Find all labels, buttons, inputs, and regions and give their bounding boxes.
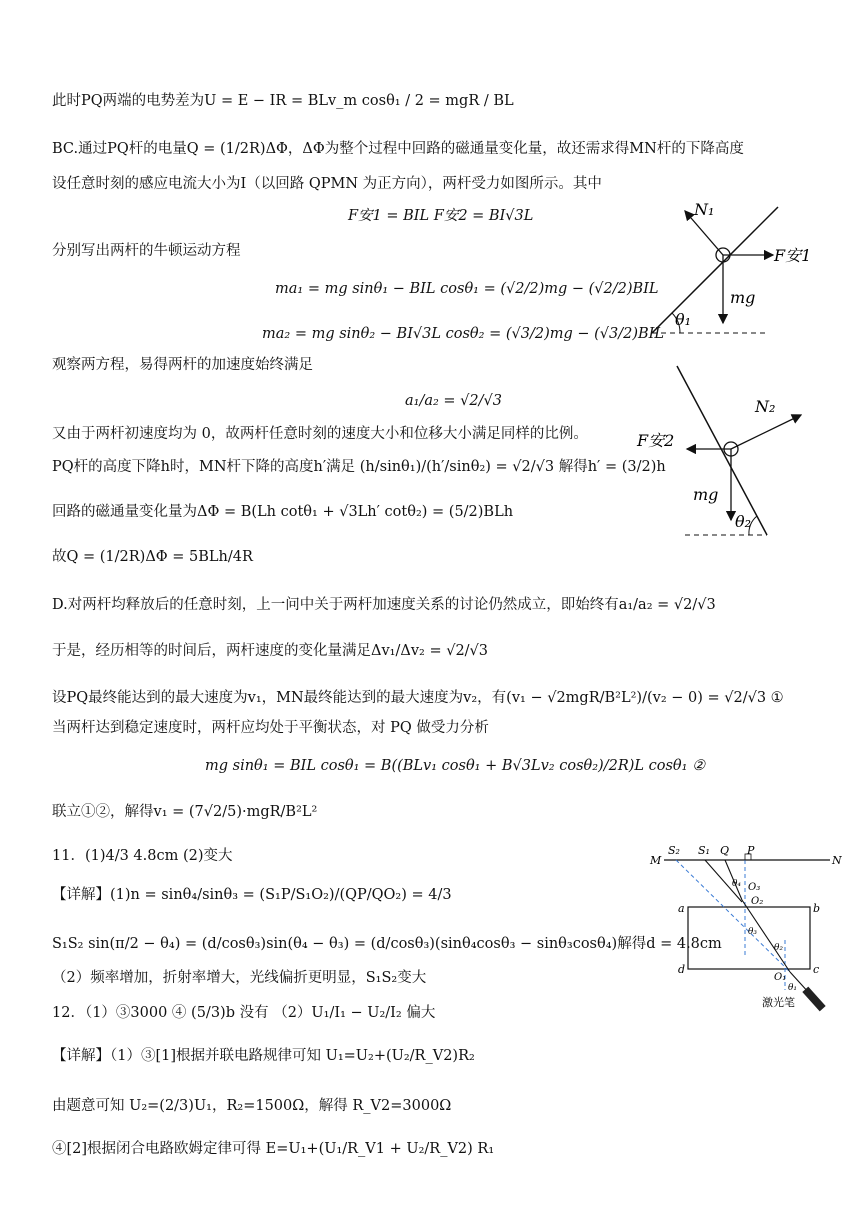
- laser-pointer: [802, 987, 825, 1012]
- theta2-label: θ₂: [735, 512, 752, 531]
- text-line-16: 设PQ最终能达到的最大速度为v₁，MN最终能达到的最大速度为v₂，有(v₁ − √2mgR/B²L²)/(v₂ − 0) = √2/√3 ①: [52, 690, 784, 706]
- incline-line: [652, 207, 778, 333]
- theta1-label: θ₁: [675, 310, 692, 329]
- text-line-17: 当两杆达到稳定速度时，两杆应均处于平衡状态，对 PQ 做受力分析: [52, 720, 489, 736]
- optics-diagram: [650, 840, 850, 1015]
- force-diagram-mn: [625, 360, 825, 540]
- text-line-2: BC.通过PQ杆的电量Q = (1/2R)ΔΦ，ΔΦ为整个过程中回路的磁通量变化量，故还需求得MN杆的下降高度: [52, 141, 744, 157]
- label-laser: 激光笔: [762, 996, 795, 1009]
- equation-ampere-forces: F安1 = BIL F安2 = BI√3L: [348, 208, 534, 224]
- text-line-15: 于是，经历相等的时间后，两杆速度的变化量满足Δv₁/Δv₂ = √2/√3: [52, 643, 489, 659]
- light-ray-s2: [676, 860, 790, 972]
- text-line-13: 故Q = (1/2R)ΔΦ = 5BLh/4R: [52, 549, 253, 565]
- text-line-11: PQ杆的高度下降h时，MN杆下降的高度h′满足 (h/sinθ₁)/(h′/sinθ₂) = √2/√3 解得h′ = (3/2)h: [52, 459, 666, 475]
- equation-accel-ratio: a₁/a₂ = √2/√3: [405, 393, 502, 409]
- incline-line-2: [677, 366, 767, 535]
- text-line-24: 12．（1）③3000 ④ (5/3)b 没有 （2）U₁/I₁ − U₂/I₂ 偏大: [52, 1005, 436, 1021]
- label-theta3: θ₃: [748, 927, 758, 937]
- label-o3: O₃: [748, 882, 761, 893]
- equation-equilibrium: mg sinθ₁ = BIL cosθ₁ = B((BLv₁ cosθ₁ + B√3Lv₂ cosθ₂)/2R)L cosθ₁ ②: [205, 758, 706, 774]
- label-o2: O₂: [751, 896, 764, 907]
- text-line-3: 设任意时刻的感应电流大小为I（以回路 QPMN 为正方向），两杆受力如图所示。其中: [52, 176, 602, 192]
- label-c: c: [813, 963, 820, 976]
- f-ampere-1-label: F安1: [774, 246, 812, 265]
- label-p: P: [747, 844, 755, 857]
- label-d: d: [678, 963, 686, 976]
- label-s1: S₁: [698, 844, 710, 857]
- text-line-25: 【详解】（1）③[1]根据并联电路规律可知 U₁=U₂+(U₂/R_V2)R₂: [52, 1048, 475, 1064]
- text-line-20: 11．(1)4/3 4.8cm (2)变大: [52, 848, 233, 864]
- text-line-26: 由题意可知 U₂=(2/3)U₁，R₂=1500Ω，解得 R_V2=3000Ω: [52, 1098, 452, 1114]
- label-o1: O₁: [774, 972, 787, 983]
- text-line-12: 回路的磁通量变化量为ΔΦ = B(Lh cotθ₁ + √3Lh′ cotθ₂) = (5/2)BLh: [52, 504, 514, 520]
- text-line-8: 观察两方程，易得两杆的加速度始终满足: [52, 357, 313, 373]
- text-line-14: D.对两杆均释放后的任意时刻，上一问中关于两杆加速度关系的讨论仍然成立，即始终有a₁/a₂ = √2/√3: [52, 597, 716, 613]
- text-line-23: （2）频率增加，折射率增大，光线偏折更明显，S₁S₂变大: [52, 970, 427, 986]
- mg-label-2: mg: [693, 485, 719, 504]
- label-m: M: [650, 854, 662, 867]
- label-theta2: θ₂: [774, 943, 784, 953]
- text-line-19: 联立①②，解得v₁ = (7√2/5)·mgR/B²L²: [52, 804, 318, 820]
- label-s2: S₂: [668, 844, 680, 857]
- normal-force-arrow-2: [731, 415, 801, 449]
- label-a: a: [678, 902, 685, 915]
- n2-label: N₂: [755, 397, 776, 416]
- text-line-10: 又由于两杆初速度均为 0，故两杆任意时刻的速度大小和位移大小满足同样的比例。: [52, 426, 588, 442]
- label-theta4: θ₄: [732, 879, 742, 889]
- text-line-22: S₁S₂ sin(π/2 − θ₄) = (d/cosθ₃)sin(θ₄ − θ₃) = (d/cosθ₃)(sinθ₄cosθ₃ − sinθ₃cosθ₄)解得d = 4.8cm: [52, 936, 722, 952]
- text-line-27: ④[2]根据闭合电路欧姆定律可得 E=U₁+(U₁/R_V1 + U₂/R_V2) R₁: [52, 1141, 495, 1157]
- text-line-5: 分别写出两杆的牛顿运动方程: [52, 243, 241, 259]
- force-diagram-pq: [640, 195, 840, 345]
- equation-newton-mn: ma₂ = mg sinθ₂ − BI√3L cosθ₂ = (√3/2)mg − (√3/2)BIL: [262, 326, 665, 342]
- mg-label: mg: [730, 288, 756, 307]
- label-n: N: [832, 854, 842, 867]
- f-ampere-2-label: F安2: [637, 431, 675, 450]
- label-q: Q: [720, 844, 730, 857]
- text-line-21: 【详解】(1)n = sinθ₄/sinθ₃ = (S₁P/S₁O₂)/(QP/QO₂) = 4/3: [52, 887, 452, 903]
- label-b: b: [813, 902, 821, 915]
- equation-newton-pq: ma₁ = mg sinθ₁ − BIL cosθ₁ = (√2/2)mg − (√2/2)BIL: [275, 281, 659, 297]
- text-line-1: 此时PQ两端的电势差为U = E − IR = BLv_m cosθ₁ / 2 = mgR / BL: [52, 93, 514, 109]
- glass-slab: [688, 907, 810, 969]
- label-theta1: θ₁: [788, 983, 798, 993]
- n1-label: N₁: [694, 200, 715, 219]
